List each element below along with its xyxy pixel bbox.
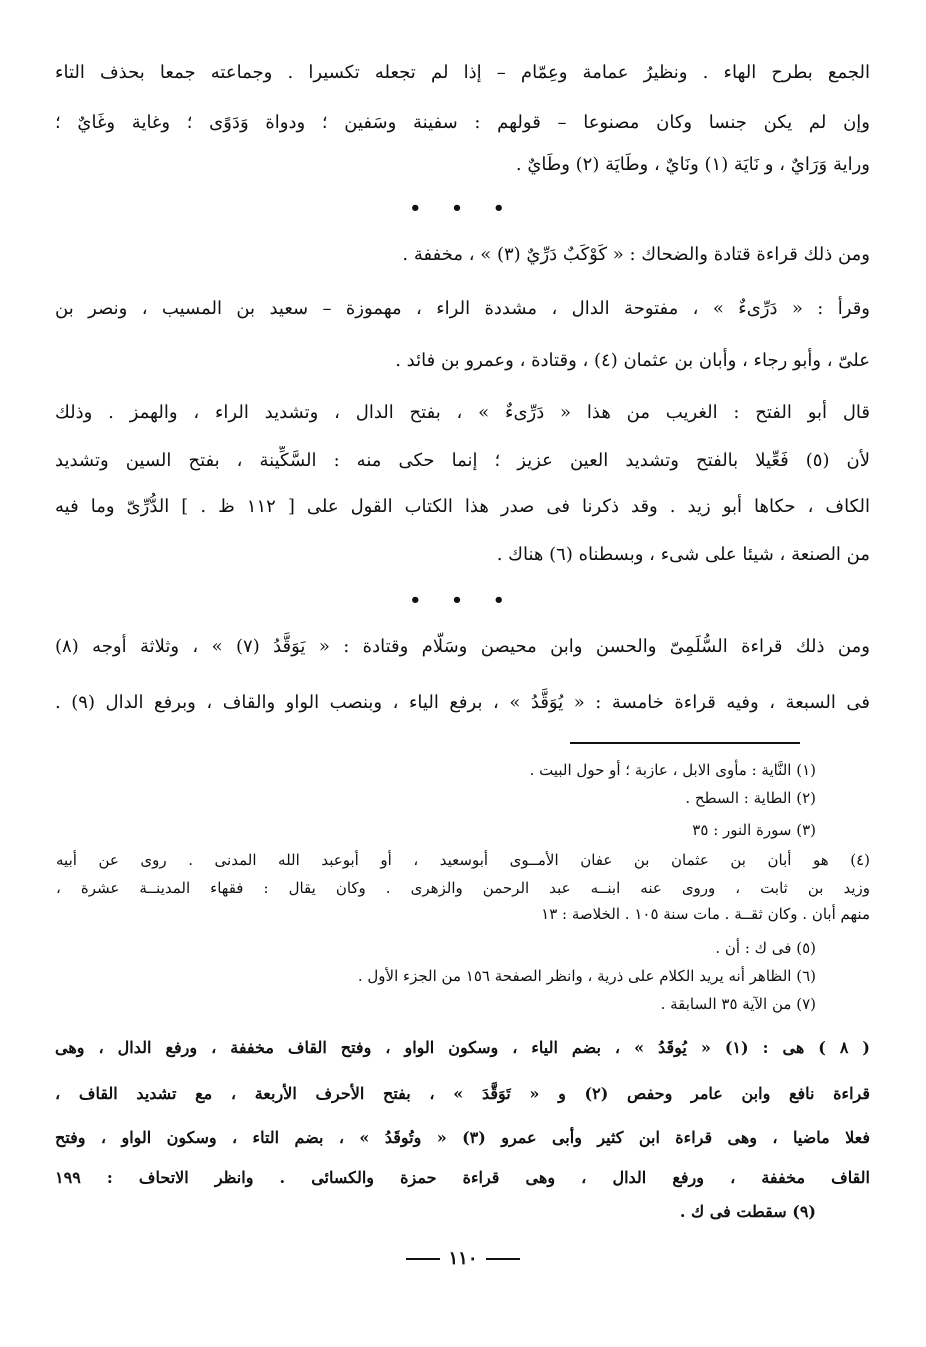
text-line: علىّ ، وأبو رجاء ، وأبان بن عثمان (٤) ، وقتادة ، وعمرو بن فائد . [395, 350, 870, 371]
footnote-divider [570, 742, 800, 744]
footnote: (٩) سقطت فى ك . [679, 1202, 816, 1221]
text-line: لأن (٥) فَعِّيلا بالفتح وتشديد العين عزيز ؛ إنما حكى منه : السَّكِّينة ، بفتح السين وتشديد [55, 450, 870, 471]
footnote: (٥) فى ك : أن . [715, 939, 816, 957]
footnote: (٢) الطاية : السطح . [685, 789, 816, 807]
footnote: منهم أبان . وكان ثقــة . مات سنة ١٠٥ . الخلاصة : ١٣ [541, 905, 870, 923]
text-line: الجمع بطرح الهاء . ونظيرُ عمامة وعِمّام – إذا لم تجعله تكسيرا . وجماعته جمعا بحذف التاء [55, 62, 870, 83]
footnote: ( ٨ ) هى : (١) « يُوقَدُ » ، بضم الياء ، وسكون الواو ، وفتح القاف مخففة ، ورفع الدال ، وهى [55, 1038, 870, 1057]
folio-dash-right [406, 1258, 440, 1260]
page-number [0, 1248, 926, 1269]
text-line: وقرأ : « دَرِّىءٌ » ، مفتوحة الدال ، مشددة الراء ، مهموزة – سعيد بن المسيب ، ونصر بن [55, 298, 870, 319]
footnote: (٦) الظاهر أنه يريد الكلام على ذرية ، وانظر الصفحة ١٥٦ من الجزء الأول . [357, 967, 816, 985]
page-number-value: ١١٠ [448, 1248, 478, 1269]
text-line: الكاف ، حكاها أبو زيد . وقد ذكرنا فى صدر هذا الكتاب القول على [ ١١٢ ظ . ] الدُّرِّىّ وما فيه [55, 496, 870, 517]
section-separator: • • • [409, 198, 517, 219]
footnote: فعلا ماضيا ، وهى قراءة ابن كثير وأبى عمرو (٣) « وتُوقَدُ » ، بضم التاء ، وسكون الواو ، وفتح [55, 1128, 870, 1147]
text-line: ومن ذلك قراءة السُّلَمِىّ والحسن وابن محيصن وسَلّام وقتادة : « يَوَقَّدُ (٧) » ، وثلاثة أوجه (٨) [55, 636, 870, 657]
footnote: (٤) هو أبان بن عثمان بن عفان الأمــوى أبوسعيد ، أو أبوعبد الله المدنى . روى عن أبيه [56, 851, 870, 869]
footnote: (٧) من الآية ٣٥ السابقة . [660, 995, 816, 1013]
text-line: من الصنعة ، شيئا على شىء ، وبسطناه (٦) هناك . [496, 544, 870, 565]
text-line: فى السبعة ، وفيه قراءة خامسة : « يُوَقَّدُ » ، برفع الياء ، وبنصب الواو والقاف ، وبرفع الدال (٩) . [55, 692, 870, 713]
footnote: وزيد بن ثابت ، وروى عنه ابنــه عبد الرحمن والزهرى . وكان يقال : فقهاء المدينــة عشرة ، [56, 879, 870, 897]
text-line: وراية وَرَايٌ ، و نَايَة (١) ونَايٌ ، وطَايَة (٢) وطَايٌ . [515, 154, 870, 175]
footnote: قراءة نافع وابن عامر وحفص (٢) و « تَوَقَّدَ » ، بفتح الأحرف الأربعة ، مع تشديد القاف ، [55, 1084, 870, 1103]
footnote: القاف مخففة ، ورفع الدال ، وهى قراءة حمزة والكسائى . وانظر الاتحاف : ١٩٩ [55, 1168, 870, 1187]
folio-dash-left [486, 1258, 520, 1260]
text-line: ومن ذلك قراءة قتادة والضحاك : « كَوْكَبٌ دَرِّيٌ (٣) » ، مخففة . [402, 244, 870, 265]
text-line: قال أبو الفتح : الغريب من هذا « دَرِّىءٌ » ، بفتح الدال ، وتشديد الراء ، والهمز . وذلك [55, 402, 870, 423]
text-line: وإن لم يكن جنسا وكان مصنوعا – قولهم : سفينة وسَفين ؛ ودواة وَدَوًى ؛ وغاية وغَايٌ ؛ [55, 112, 870, 133]
section-separator: • • • [409, 590, 517, 611]
footnote: (١) النَّاية : مأوى الابل ، عازبة ؛ أو حول البيت . [529, 761, 816, 779]
footnote: (٣) سورة النور : ٣٥ [692, 821, 816, 839]
